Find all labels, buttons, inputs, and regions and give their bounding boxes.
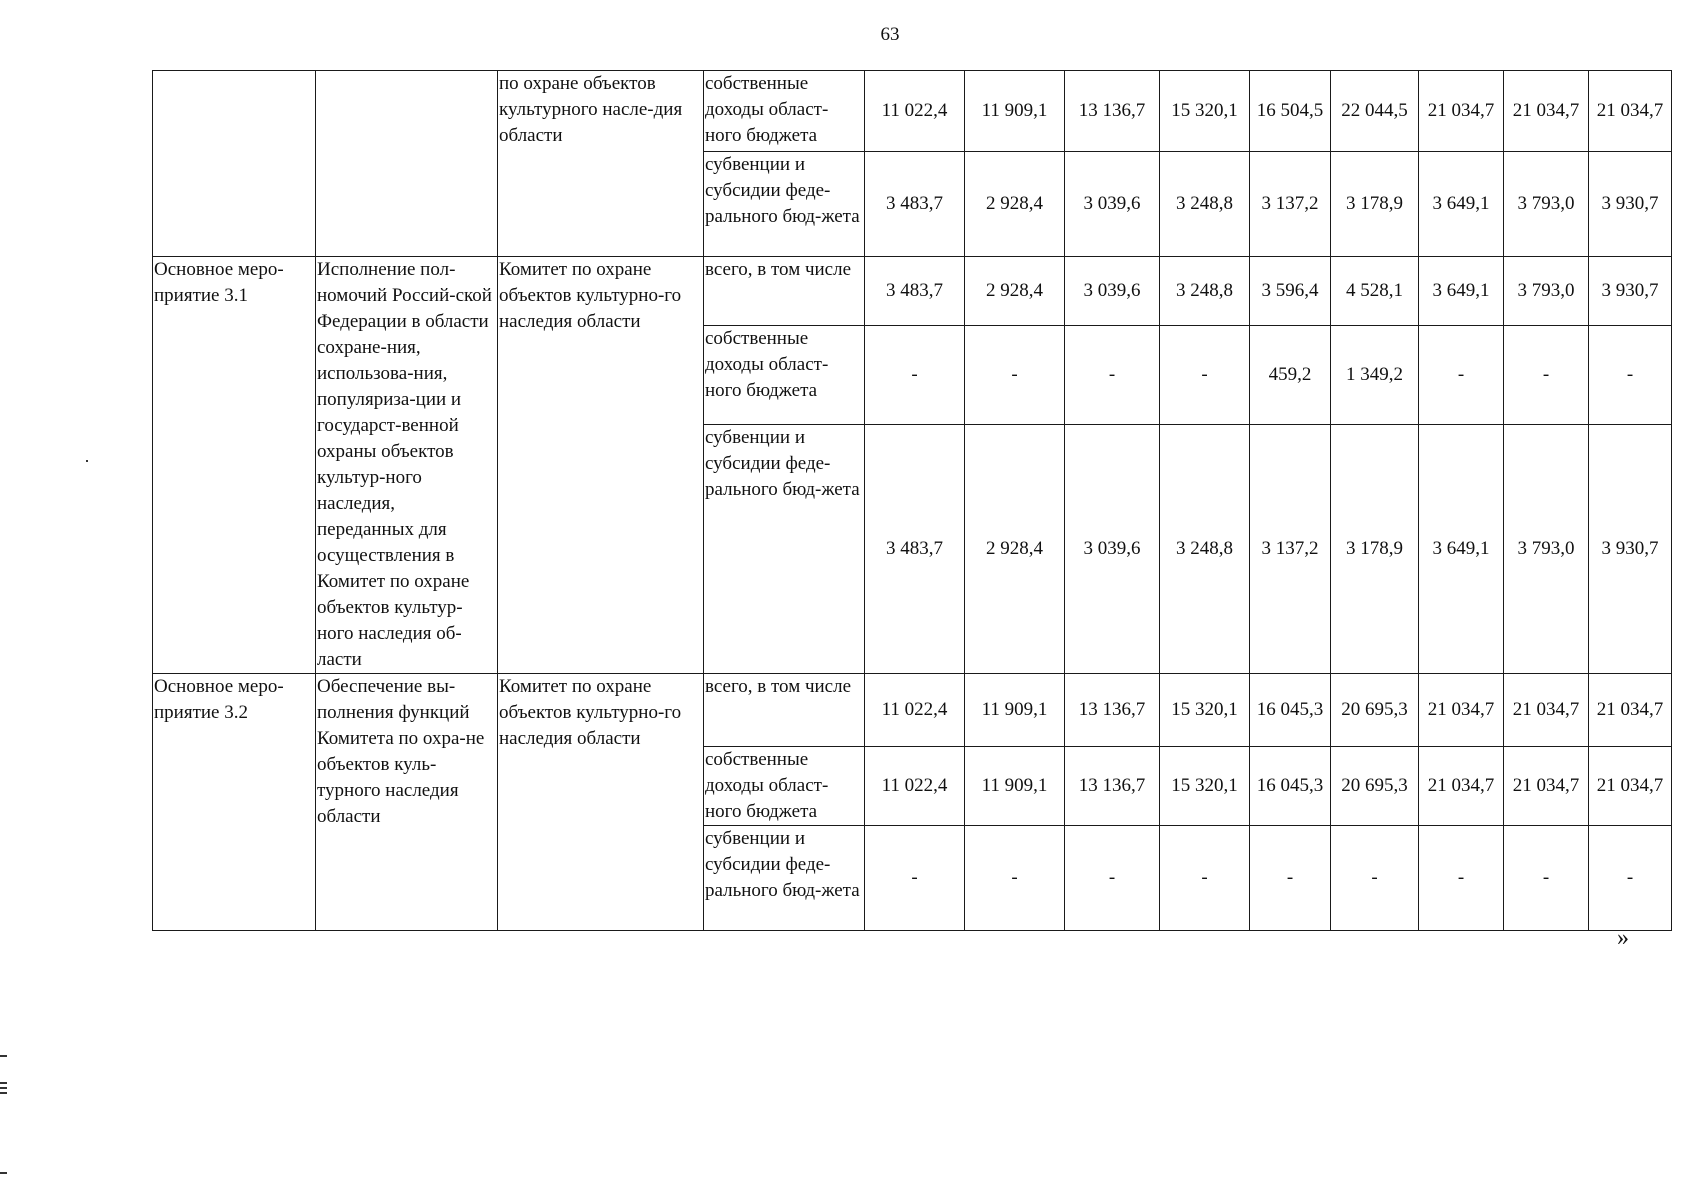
funding-source-cell: субвенции и субсидии феде-рального бюд-жета: [704, 425, 865, 674]
value-cell: 11 909,1: [965, 71, 1065, 152]
scan-margin-mark: [0, 1172, 7, 1174]
funding-source-cell: собственные доходы област-ного бюджета: [704, 326, 865, 425]
value-cell: 3 649,1: [1419, 257, 1504, 326]
value-cell: 3 483,7: [865, 152, 965, 257]
value-cell: 3 137,2: [1250, 425, 1331, 674]
item-cell: [153, 71, 316, 257]
item-cell: Основное меро-приятие 3.2: [153, 674, 316, 931]
value-cell: 3 178,9: [1331, 425, 1419, 674]
value-cell: -: [865, 826, 965, 931]
value-cell: 3 248,8: [1160, 425, 1250, 674]
value-cell: 1 349,2: [1331, 326, 1419, 425]
value-cell: -: [1504, 826, 1589, 931]
funding-source-cell: собственные доходы област-ного бюджета: [704, 747, 865, 826]
funding-source-cell: всего, в том числе: [704, 674, 865, 747]
value-cell: 21 034,7: [1504, 674, 1589, 747]
value-cell: 21 034,7: [1589, 747, 1672, 826]
value-cell: 3 483,7: [865, 257, 965, 326]
value-cell: 16 045,3: [1250, 747, 1331, 826]
table-row: [153, 257, 1672, 326]
value-cell: 21 034,7: [1419, 674, 1504, 747]
value-cell: -: [1331, 826, 1419, 931]
value-cell: 3 930,7: [1589, 257, 1672, 326]
value-cell: 13 136,7: [1065, 71, 1160, 152]
value-cell: 20 695,3: [1331, 674, 1419, 747]
funding-source-cell: субвенции и субсидии феде-рального бюд-жета: [704, 826, 865, 931]
value-cell: 3 178,9: [1331, 152, 1419, 257]
value-cell: -: [1589, 826, 1672, 931]
value-cell: 20 695,3: [1331, 747, 1419, 826]
value-cell: 11 022,4: [865, 71, 965, 152]
value-cell: 2 928,4: [965, 425, 1065, 674]
scan-margin-mark: [0, 1082, 7, 1084]
value-cell: -: [1250, 826, 1331, 931]
value-cell: 11 909,1: [965, 674, 1065, 747]
value-cell: 21 034,7: [1419, 747, 1504, 826]
value-cell: -: [1419, 826, 1504, 931]
value-cell: 3 793,0: [1504, 425, 1589, 674]
value-cell: 3 248,8: [1160, 152, 1250, 257]
value-cell: 11 022,4: [865, 747, 965, 826]
value-cell: -: [1504, 326, 1589, 425]
value-cell: 15 320,1: [1160, 71, 1250, 152]
executor-cell: Комитет по охране объектов культурно-го наследия области: [498, 257, 704, 674]
value-cell: 11 022,4: [865, 674, 965, 747]
value-cell: 3 930,7: [1589, 425, 1672, 674]
value-cell: 21 034,7: [1589, 674, 1672, 747]
value-cell: 21 034,7: [1419, 71, 1504, 152]
budget-table: [152, 70, 1672, 931]
value-cell: 15 320,1: [1160, 674, 1250, 747]
scan-margin-mark: [0, 1087, 7, 1089]
funding-source-cell: субвенции и субсидии феде-рального бюд-жета: [704, 152, 865, 257]
description-cell: Обеспечение вы-полнения функций Комитета по охра-не объектов куль-турного наследия области: [316, 674, 498, 931]
value-cell: 3 039,6: [1065, 257, 1160, 326]
value-cell: -: [1419, 326, 1504, 425]
value-cell: 3 649,1: [1419, 425, 1504, 674]
table-row: [153, 674, 1672, 747]
value-cell: 11 909,1: [965, 747, 1065, 826]
value-cell: 3 137,2: [1250, 152, 1331, 257]
value-cell: -: [1160, 326, 1250, 425]
scan-margin-mark: [86, 460, 88, 462]
value-cell: 21 034,7: [1504, 71, 1589, 152]
value-cell: 3 649,1: [1419, 152, 1504, 257]
value-cell: 3 248,8: [1160, 257, 1250, 326]
value-cell: 15 320,1: [1160, 747, 1250, 826]
value-cell: 2 928,4: [965, 257, 1065, 326]
value-cell: 3 793,0: [1504, 152, 1589, 257]
executor-cell: Комитет по охране объектов культурно-го наследия области: [498, 674, 704, 931]
item-cell: Основное меро-приятие 3.1: [153, 257, 316, 674]
funding-source-cell: собственные доходы област-ного бюджета: [704, 71, 865, 152]
value-cell: 21 034,7: [1504, 747, 1589, 826]
scan-margin-mark: [0, 1092, 7, 1094]
value-cell: 4 528,1: [1331, 257, 1419, 326]
value-cell: -: [1065, 826, 1160, 931]
value-cell: 16 045,3: [1250, 674, 1331, 747]
value-cell: -: [965, 826, 1065, 931]
closing-quote-mark: »: [1617, 925, 1629, 951]
value-cell: 3 793,0: [1504, 257, 1589, 326]
value-cell: 3 930,7: [1589, 152, 1672, 257]
value-cell: 13 136,7: [1065, 747, 1160, 826]
description-cell: Исполнение пол-номочий Россий-ской Федерации в области сохране-ния, использова-ния, популяриза-ции и государст-венной охраны объектов культур-ного наследия, переданных для осуществления в Комитет по охране объектов культур-ного наследия об-ласти: [316, 257, 498, 674]
executor-cell: по охране объектов культурного насле-дия области: [498, 71, 704, 257]
value-cell: -: [1589, 326, 1672, 425]
table-row: [153, 71, 1672, 152]
value-cell: 16 504,5: [1250, 71, 1331, 152]
value-cell: 3 039,6: [1065, 152, 1160, 257]
value-cell: -: [965, 326, 1065, 425]
value-cell: 13 136,7: [1065, 674, 1160, 747]
value-cell: -: [865, 326, 965, 425]
value-cell: 22 044,5: [1331, 71, 1419, 152]
page-number: 63: [880, 24, 900, 45]
description-cell: [316, 71, 498, 257]
value-cell: 459,2: [1250, 326, 1331, 425]
funding-source-cell: всего, в том числе: [704, 257, 865, 326]
value-cell: 3 596,4: [1250, 257, 1331, 326]
value-cell: 21 034,7: [1589, 71, 1672, 152]
value-cell: 3 039,6: [1065, 425, 1160, 674]
value-cell: -: [1160, 826, 1250, 931]
value-cell: 2 928,4: [965, 152, 1065, 257]
value-cell: -: [1065, 326, 1160, 425]
value-cell: 3 483,7: [865, 425, 965, 674]
scan-margin-mark: [0, 1055, 7, 1057]
